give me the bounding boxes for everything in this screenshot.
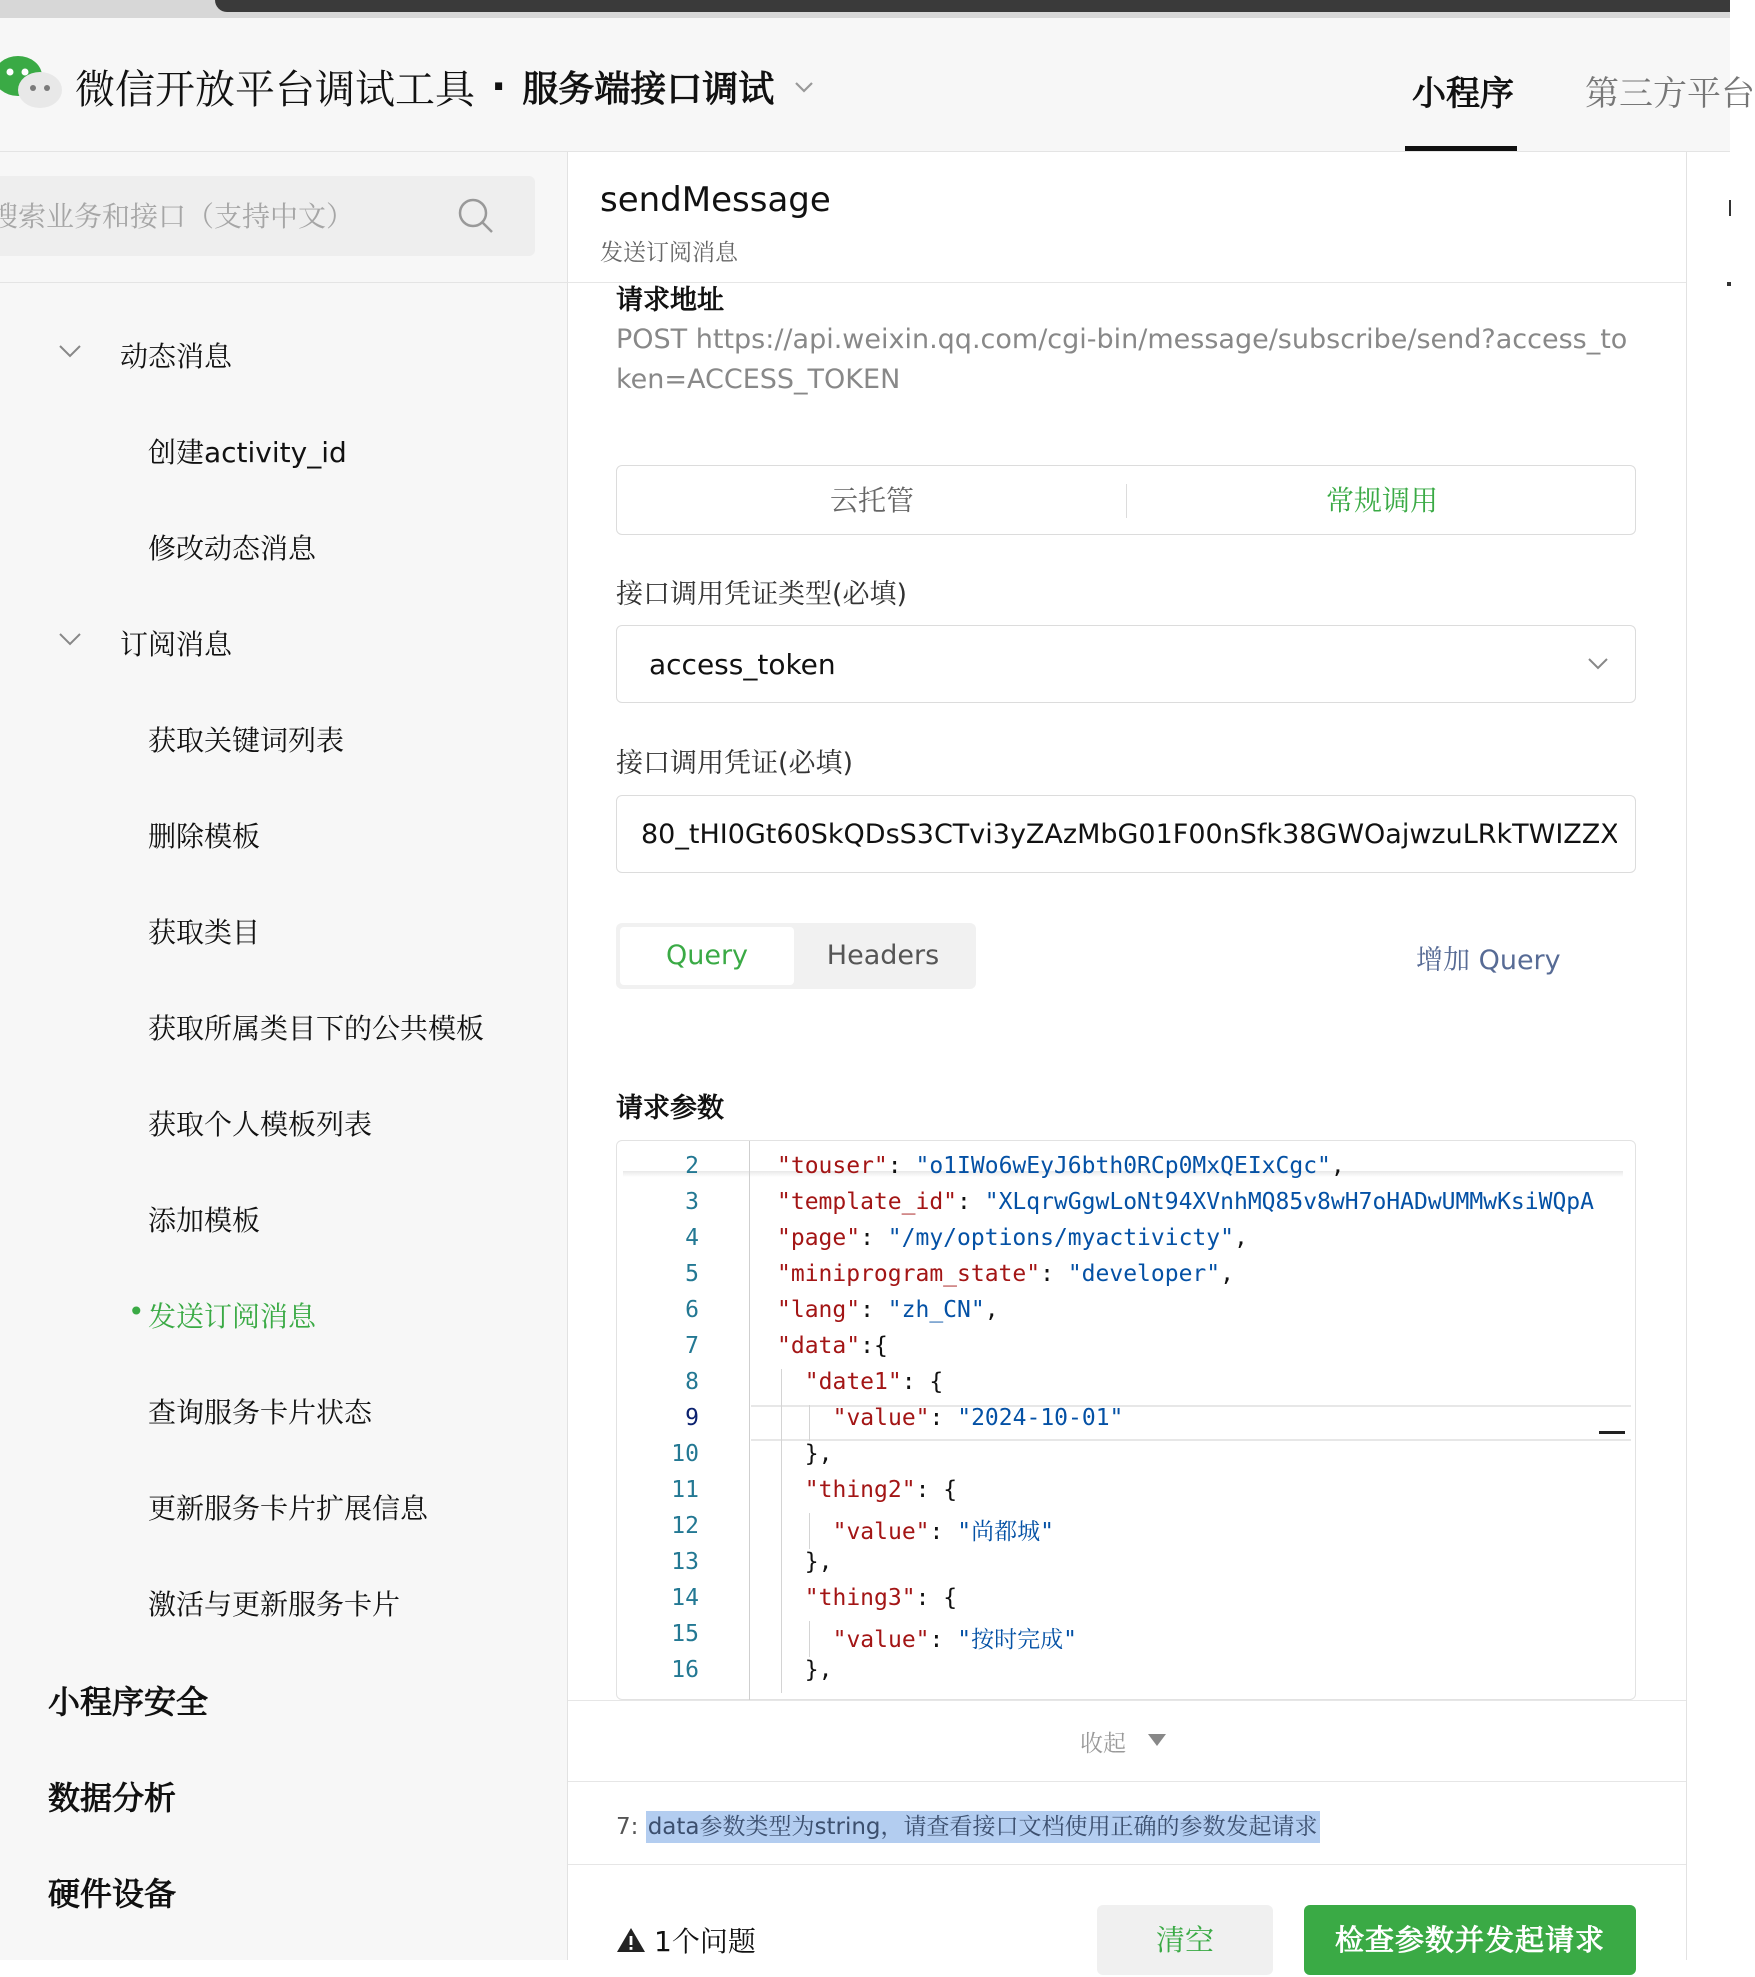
json-key: "template_id" bbox=[777, 1189, 958, 1215]
code-line[interactable] bbox=[617, 1549, 1637, 1585]
json-value: "zh_CN" bbox=[887, 1297, 985, 1323]
request-url-label: 请求地址 bbox=[616, 285, 724, 316]
sidebar-item-get-keyword-list[interactable]: 获取关键词列表 bbox=[148, 724, 345, 757]
code-line[interactable] bbox=[617, 1261, 1637, 1297]
sidebar-item-add-template[interactable]: 添加模板 bbox=[148, 1204, 261, 1237]
line-number: 12 bbox=[671, 1513, 699, 1539]
search-input[interactable] bbox=[0, 176, 460, 256]
code-line[interactable] bbox=[617, 1585, 1637, 1621]
code-text bbox=[833, 1621, 1077, 1654]
credential-type-label: 接口调用凭证类型(必填) bbox=[616, 579, 908, 610]
code-line[interactable] bbox=[617, 1333, 1637, 1369]
json-punctuation: , bbox=[984, 1297, 999, 1323]
code-text bbox=[777, 1333, 888, 1359]
indent-guide bbox=[809, 1621, 810, 1657]
code-line[interactable] bbox=[617, 1477, 1637, 1513]
line-number: 2 bbox=[685, 1153, 699, 1179]
code-line[interactable] bbox=[617, 1513, 1637, 1549]
code-text bbox=[777, 1297, 999, 1323]
code-text bbox=[777, 1153, 1345, 1179]
json-punctuation: , bbox=[1330, 1153, 1345, 1179]
code-text bbox=[805, 1585, 957, 1611]
sidebar bbox=[0, 152, 568, 1960]
sidebar-item-update-dynamic-message[interactable]: 修改动态消息 bbox=[148, 532, 317, 565]
call-mode-switch bbox=[616, 465, 1636, 535]
line-number: 3 bbox=[685, 1189, 699, 1215]
request-params-label: 请求参数 bbox=[616, 1093, 724, 1124]
mode-regular-call[interactable]: 常规调用 bbox=[1325, 484, 1438, 517]
json-value: "/my/options/myactivicty" bbox=[887, 1225, 1234, 1251]
sidebar-item-label: 发送订阅消息 bbox=[148, 1300, 317, 1333]
send-request-button[interactable]: 检查参数并发起请求 bbox=[1304, 1905, 1636, 1975]
add-query-button[interactable]: 增加 Query bbox=[1416, 945, 1561, 976]
clear-button[interactable]: 清空 bbox=[1097, 1905, 1273, 1975]
json-key: "thing2" bbox=[804, 1477, 916, 1503]
line-number: 5 bbox=[685, 1261, 699, 1287]
json-value: "尚都城" bbox=[957, 1519, 1054, 1545]
collapse-bar[interactable] bbox=[568, 1700, 1686, 1782]
issues-indicator[interactable] bbox=[616, 1920, 756, 1960]
json-colon: : bbox=[1040, 1261, 1068, 1287]
json-key: "miniprogram_state" bbox=[777, 1261, 1041, 1287]
tab-mini-program[interactable]: 小程序 bbox=[1412, 74, 1514, 114]
code-text bbox=[833, 1513, 1054, 1546]
json-colon: : bbox=[929, 1627, 958, 1653]
caret-down-icon bbox=[1148, 1734, 1166, 1746]
line-number: 11 bbox=[671, 1477, 699, 1503]
line-number: 8 bbox=[685, 1369, 699, 1395]
code-line[interactable] bbox=[617, 1153, 1637, 1189]
json-punctuation: : { bbox=[915, 1477, 958, 1503]
chevron-down-icon bbox=[56, 629, 84, 649]
line-number: 6 bbox=[685, 1297, 699, 1323]
sidebar-group-subscribe-message[interactable] bbox=[120, 623, 232, 663]
chevron-down-icon bbox=[56, 341, 84, 361]
sidebar-item-get-personal-templates[interactable]: 获取个人模板列表 bbox=[148, 1108, 373, 1141]
right-panel-edge bbox=[1686, 152, 1730, 1960]
json-key: "thing3" bbox=[804, 1585, 916, 1611]
search-box bbox=[0, 176, 535, 256]
json-key: "data" bbox=[777, 1333, 861, 1359]
json-punctuation: : { bbox=[915, 1585, 958, 1611]
json-value: "XLqrwGgwLoNt94XVnhMQ85v8wH7oHADwUMMwKsiWQpA bbox=[984, 1189, 1594, 1215]
json-punctuation: , bbox=[1220, 1261, 1234, 1287]
indent-guide bbox=[781, 1369, 782, 1693]
line-number: 7 bbox=[685, 1333, 699, 1359]
app-title bbox=[75, 58, 816, 115]
json-punctuation: }, bbox=[804, 1657, 833, 1683]
code-text bbox=[777, 1261, 1234, 1287]
json-key: "page" bbox=[777, 1225, 861, 1251]
json-key: "date1" bbox=[804, 1369, 902, 1395]
sidebar-item-delete-template[interactable]: 删除模板 bbox=[148, 820, 261, 853]
error-line-number: 7: bbox=[616, 1814, 639, 1840]
json-value: "按时完成" bbox=[957, 1627, 1077, 1653]
tab-third-party-platform[interactable]: 第三方平台 bbox=[1585, 74, 1755, 114]
sidebar-item-create-activity-id[interactable]: 创建activity_id bbox=[148, 436, 347, 469]
json-editor[interactable] bbox=[616, 1140, 1636, 1700]
code-line[interactable] bbox=[617, 1225, 1637, 1261]
code-text bbox=[777, 1225, 1248, 1251]
section-selector[interactable]: 服务端接口调试 bbox=[522, 69, 775, 110]
json-value: "developer" bbox=[1067, 1261, 1221, 1287]
tab-query[interactable]: Query bbox=[620, 927, 794, 985]
search-icon[interactable] bbox=[456, 196, 496, 236]
indent-guide bbox=[809, 1513, 810, 1549]
credential-field bbox=[616, 795, 1636, 873]
sidebar-item-get-public-templates[interactable]: 获取所属类目下的公共模板 bbox=[148, 1012, 485, 1045]
sidebar-divider bbox=[0, 282, 568, 283]
param-tabs bbox=[616, 923, 976, 989]
json-colon: : bbox=[887, 1153, 916, 1179]
footer-divider bbox=[568, 1864, 1686, 1865]
app-header bbox=[0, 18, 1755, 152]
app-name: 微信开放平台调试工具 bbox=[75, 67, 475, 113]
code-line[interactable] bbox=[617, 1441, 1637, 1477]
request-url: POST https://api.weixin.qq.com/cgi-bin/message/subscribe/send?access_token=ACCESS_TOKEN bbox=[616, 324, 1628, 395]
panel-header-divider bbox=[568, 282, 1686, 283]
wechat-logo-icon bbox=[0, 54, 64, 110]
collapse-label: 收起 bbox=[1080, 1731, 1126, 1757]
json-punctuation: : { bbox=[901, 1369, 944, 1395]
sidebar-item-query-service-card[interactable]: 查询服务卡片状态 bbox=[148, 1396, 373, 1429]
code-text bbox=[805, 1369, 943, 1395]
code-text bbox=[833, 1405, 1124, 1431]
code-line[interactable] bbox=[617, 1369, 1637, 1405]
code-text bbox=[805, 1549, 833, 1575]
code-text bbox=[805, 1477, 957, 1503]
line-number: 15 bbox=[671, 1621, 699, 1647]
credential-type-select[interactable] bbox=[616, 625, 1636, 703]
sidebar-item-hardware-devices[interactable]: 硬件设备 bbox=[48, 1875, 177, 1913]
json-value: "o1IWo6wEyJ6bth0RCp0MxQEIxCgc" bbox=[915, 1153, 1331, 1179]
code-line[interactable] bbox=[617, 1297, 1637, 1333]
right-panel-text-fragment bbox=[1727, 282, 1731, 286]
sidebar-group-dynamic-message[interactable] bbox=[120, 335, 232, 375]
json-value: "2024-10-01" bbox=[957, 1405, 1124, 1431]
line-number: 10 bbox=[671, 1441, 699, 1467]
code-text bbox=[805, 1657, 833, 1683]
sidebar-item-activate-service-card[interactable]: 激活与更新服务卡片 bbox=[148, 1588, 401, 1621]
json-punctuation: }, bbox=[804, 1549, 833, 1575]
sidebar-group-label: 订阅消息 bbox=[120, 628, 233, 661]
mode-cloud-hosting[interactable]: 云托管 bbox=[829, 484, 914, 517]
json-punctuation: :{ bbox=[860, 1333, 888, 1359]
sidebar-item-send-subscribe-message[interactable] bbox=[128, 1295, 317, 1335]
code-line[interactable] bbox=[617, 1405, 1637, 1441]
error-message-line bbox=[616, 1808, 1320, 1841]
json-key: "lang" bbox=[777, 1297, 861, 1323]
error-message: data参数类型为string，请查看接口文档使用正确的参数发起请求 bbox=[646, 1811, 1320, 1843]
sidebar-item-get-category[interactable]: 获取类目 bbox=[148, 916, 261, 949]
code-line[interactable] bbox=[617, 1189, 1637, 1225]
right-panel-text-fragment bbox=[1729, 200, 1731, 216]
json-colon: : bbox=[860, 1225, 888, 1251]
line-number: 14 bbox=[671, 1585, 699, 1611]
json-colon: : bbox=[929, 1519, 958, 1545]
line-number: 9 bbox=[685, 1405, 699, 1431]
sidebar-group-label: 动态消息 bbox=[120, 340, 233, 373]
code-line[interactable] bbox=[617, 1621, 1637, 1657]
credential-type-value: access_token bbox=[649, 648, 836, 681]
warning-icon bbox=[616, 1926, 646, 1954]
chevron-down-icon[interactable] bbox=[792, 75, 816, 99]
tab-headers[interactable]: Headers bbox=[826, 940, 940, 971]
api-description: 发送订阅消息 bbox=[600, 240, 738, 266]
active-bullet-icon: • bbox=[128, 1295, 145, 1328]
json-key: "value" bbox=[832, 1519, 930, 1545]
code-line[interactable] bbox=[617, 1657, 1637, 1693]
json-colon: : bbox=[929, 1405, 958, 1431]
sidebar-item-data-analysis[interactable]: 数据分析 bbox=[48, 1779, 177, 1817]
code-text bbox=[777, 1189, 1594, 1215]
issues-count: 1个问题 bbox=[654, 1925, 756, 1958]
line-number: 4 bbox=[685, 1225, 699, 1251]
json-colon: : bbox=[957, 1189, 985, 1215]
credential-label: 接口调用凭证(必填) bbox=[616, 748, 854, 779]
main-panel bbox=[568, 152, 1686, 1960]
json-key: "value" bbox=[832, 1627, 930, 1653]
line-number: 13 bbox=[671, 1549, 699, 1575]
json-punctuation: , bbox=[1233, 1225, 1248, 1251]
window-top-strip bbox=[0, 0, 1730, 18]
indent-guide bbox=[809, 1405, 810, 1441]
code-text bbox=[805, 1441, 833, 1467]
json-key: "value" bbox=[832, 1405, 930, 1431]
chevron-down-icon bbox=[1585, 654, 1611, 674]
title-separator: · bbox=[491, 63, 507, 110]
sidebar-item-update-service-card-info[interactable]: 更新服务卡片扩展信息 bbox=[148, 1492, 429, 1525]
json-colon: : bbox=[860, 1297, 888, 1323]
credential-input[interactable] bbox=[617, 796, 1617, 872]
sidebar-item-mini-program-security[interactable]: 小程序安全 bbox=[48, 1683, 209, 1721]
api-name: sendMessage bbox=[600, 180, 831, 220]
active-tab-indicator bbox=[1405, 146, 1517, 151]
json-punctuation: }, bbox=[804, 1441, 833, 1467]
line-number: 16 bbox=[671, 1657, 699, 1683]
window-top-bar bbox=[215, 0, 1730, 12]
json-key: "touser" bbox=[777, 1153, 888, 1179]
